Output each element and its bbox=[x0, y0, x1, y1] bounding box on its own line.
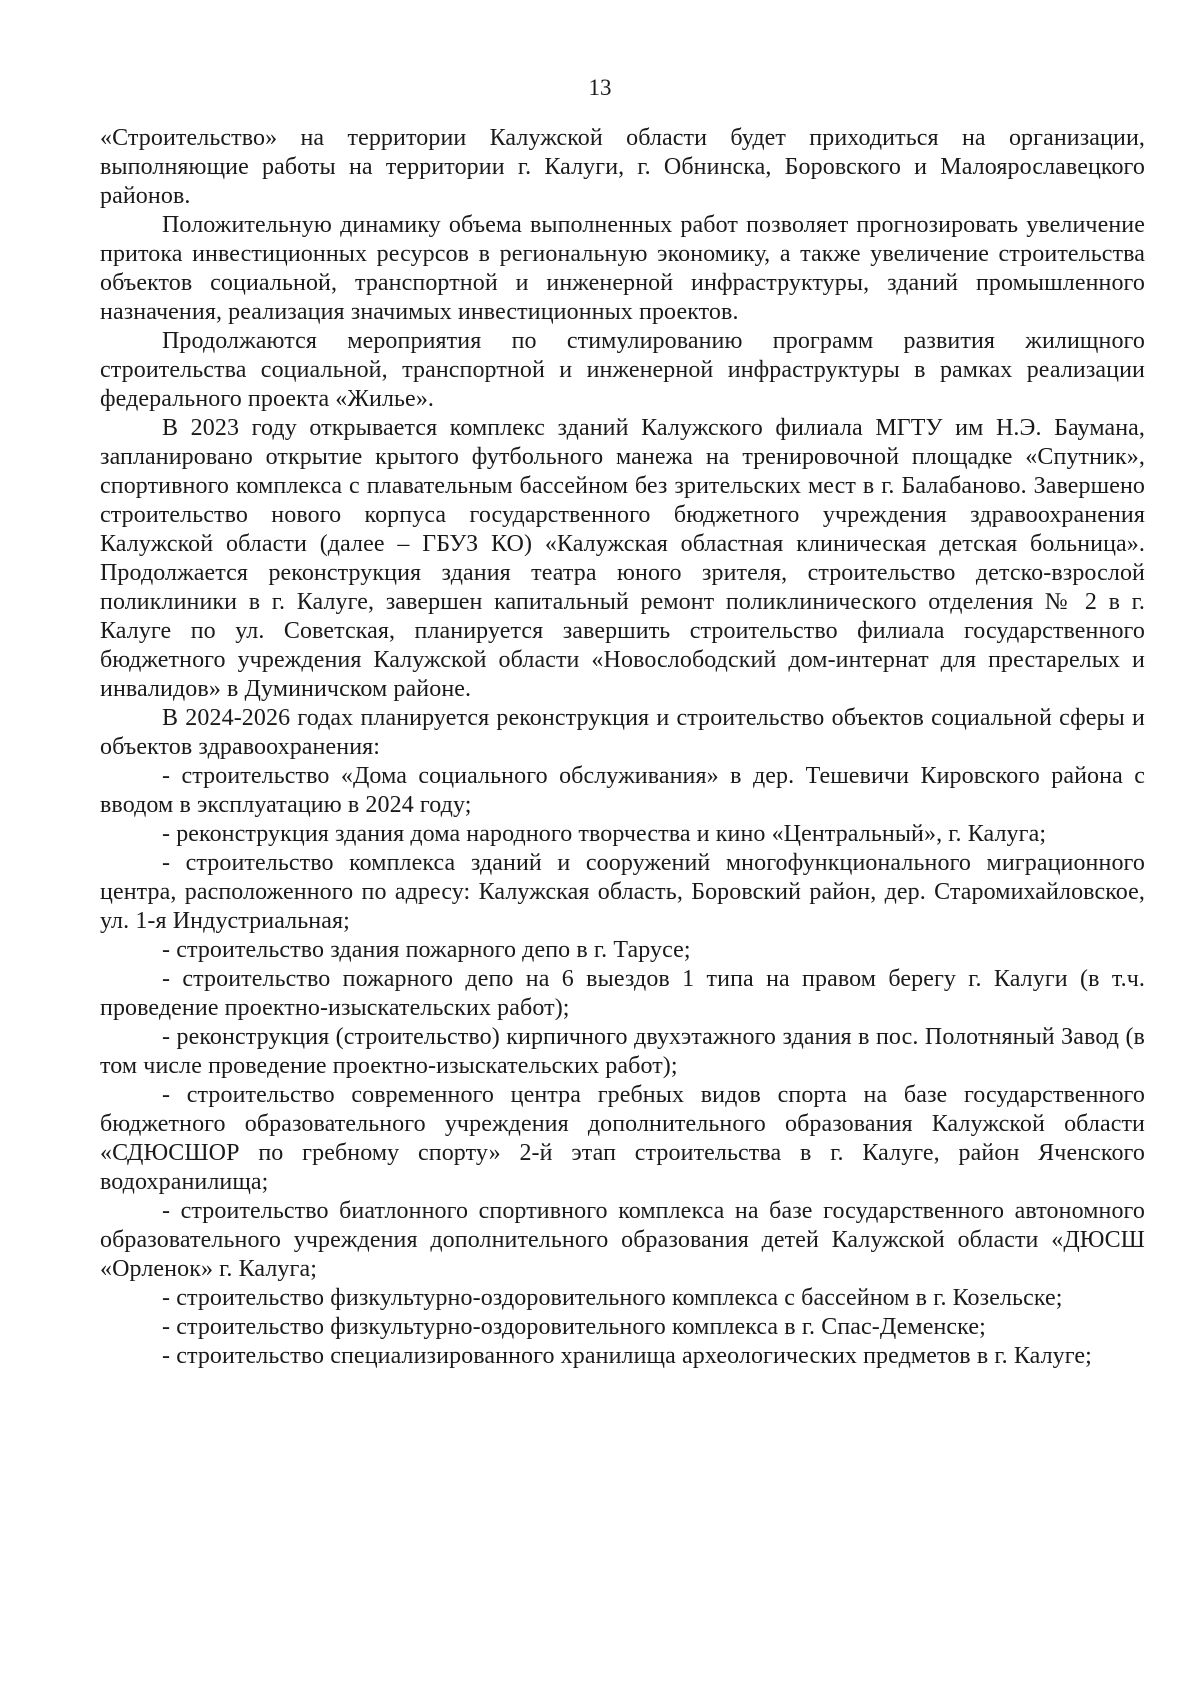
paragraph-2024-2026-intro: В 2024-2026 годах планируется реконструкция и строительство объектов социальной сферы и объектов здравоохранения: bbox=[100, 705, 1145, 760]
list-item-spas-demensk: - строительство физкультурно-оздоровительного комплекса в г. Спас-Деменске; bbox=[162, 1314, 986, 1340]
paragraph-2023-projects: В 2023 году открывается комплекс зданий Калужского филиала МГТУ им Н.Э. Баумана, запланировано открытие крытого футбольного манежа на тренировочной площадке «Спутник», спортивного комплекса с плавательным бассейном без зрительских мест в г. Балабаново. Завершено строительство нового корпуса государственного бюджетного учреждения здравоохранения Калужской области (далее – ГБУЗ КО) «Калужская областная клиническая детская больница». Продолжается реконструкция здания театра юного зрителя, строительство детско-взрослой поликлиники в г. Калуге, завершен капитальный ремонт поликлинического отделения № 2 в г. Калуге по ул. Советская, планируется завершить строительство филиала государственного бюджетного учреждения Калужской области «Новослободский дом-интернат для престарелых и инвалидов» в Думиничском районе. bbox=[100, 415, 1145, 702]
list-item-folk-art-cinema: - реконструкция здания дома народного творчества и кино «Центральный», г. Калуга; bbox=[162, 821, 1047, 847]
list-item-polotnyany-zavod: - реконструкция (строительство) кирпичного двухэтажного здания в пос. Полотняный Завод (в том числе проведение проектно-изыскательских работ); bbox=[100, 1024, 1145, 1079]
list-item-fire-depot-kaluga: - строительство пожарного депо на 6 выездов 1 типа на правом берегу г. Калуги (в т.ч. проведение проектно-изыскательских работ); bbox=[100, 966, 1145, 1021]
list-item-kozelsk-pool: - строительство физкультурно-оздоровительного комплекса с бассейном в г. Козельске; bbox=[162, 1285, 1063, 1311]
list-item-biathlon-complex: - строительство биатлонного спортивного комплекса на базе государственного автономного образовательного учреждения дополнительного образования детей Калужской области «ДЮСШ «Орленок» г. Калуга; bbox=[100, 1198, 1145, 1282]
paragraph-positive-dynamics: Положительную динамику объема выполненных работ позволяет прогнозировать увеличение притока инвестиционных ресурсов в региональную экономику, а также увеличение строительства объектов социальной, транспортной и инженерной инфраструктуры, зданий промышленного назначения, реализация значимых инвестиционных проектов. bbox=[100, 212, 1145, 325]
paragraph-construction-organizations: «Строительство» на территории Калужской области будет приходиться на организации, выполняющие работы на территории г. Калуги, г. Обнинска, Боровского и Малоярославецкого районов. bbox=[100, 125, 1145, 209]
list-item-rowing-center: - строительство современного центра гребных видов спорта на базе государственного бюджетного образовательного учреждения дополнительного образования Калужской области «СДЮСШОР по гребному спорту» 2-й этап строительства в г. Калуге, район Яченского водохранилища; bbox=[100, 1082, 1145, 1195]
document-body bbox=[100, 124, 1145, 1371]
list-item-social-service-house: - строительство «Дома социального обслуживания» в дер. Тешевичи Кировского района с вводом в эксплуатацию в 2024 году; bbox=[100, 763, 1145, 818]
list-item-archaeology-storage: - строительство специализированного хранилища археологических предметов в г. Калуге; bbox=[162, 1343, 1092, 1369]
page-number: 13 bbox=[588, 75, 612, 100]
list-item-migration-center: - строительство комплекса зданий и сооружений многофункционального миграционного центра, расположенного по адресу: Калужская область, Боровский район, дер. Старомихайловское, ул. 1-я Индустриальная; bbox=[100, 850, 1145, 934]
paragraph-housing-program: Продолжаются мероприятия по стимулированию программ развития жилищного строительства социальной, транспортной и инженерной инфраструктуры в рамках реализации федерального проекта «Жилье». bbox=[100, 328, 1145, 412]
list-item-fire-depot-tarusa: - строительство здания пожарного депо в г. Тарусе; bbox=[162, 937, 691, 963]
